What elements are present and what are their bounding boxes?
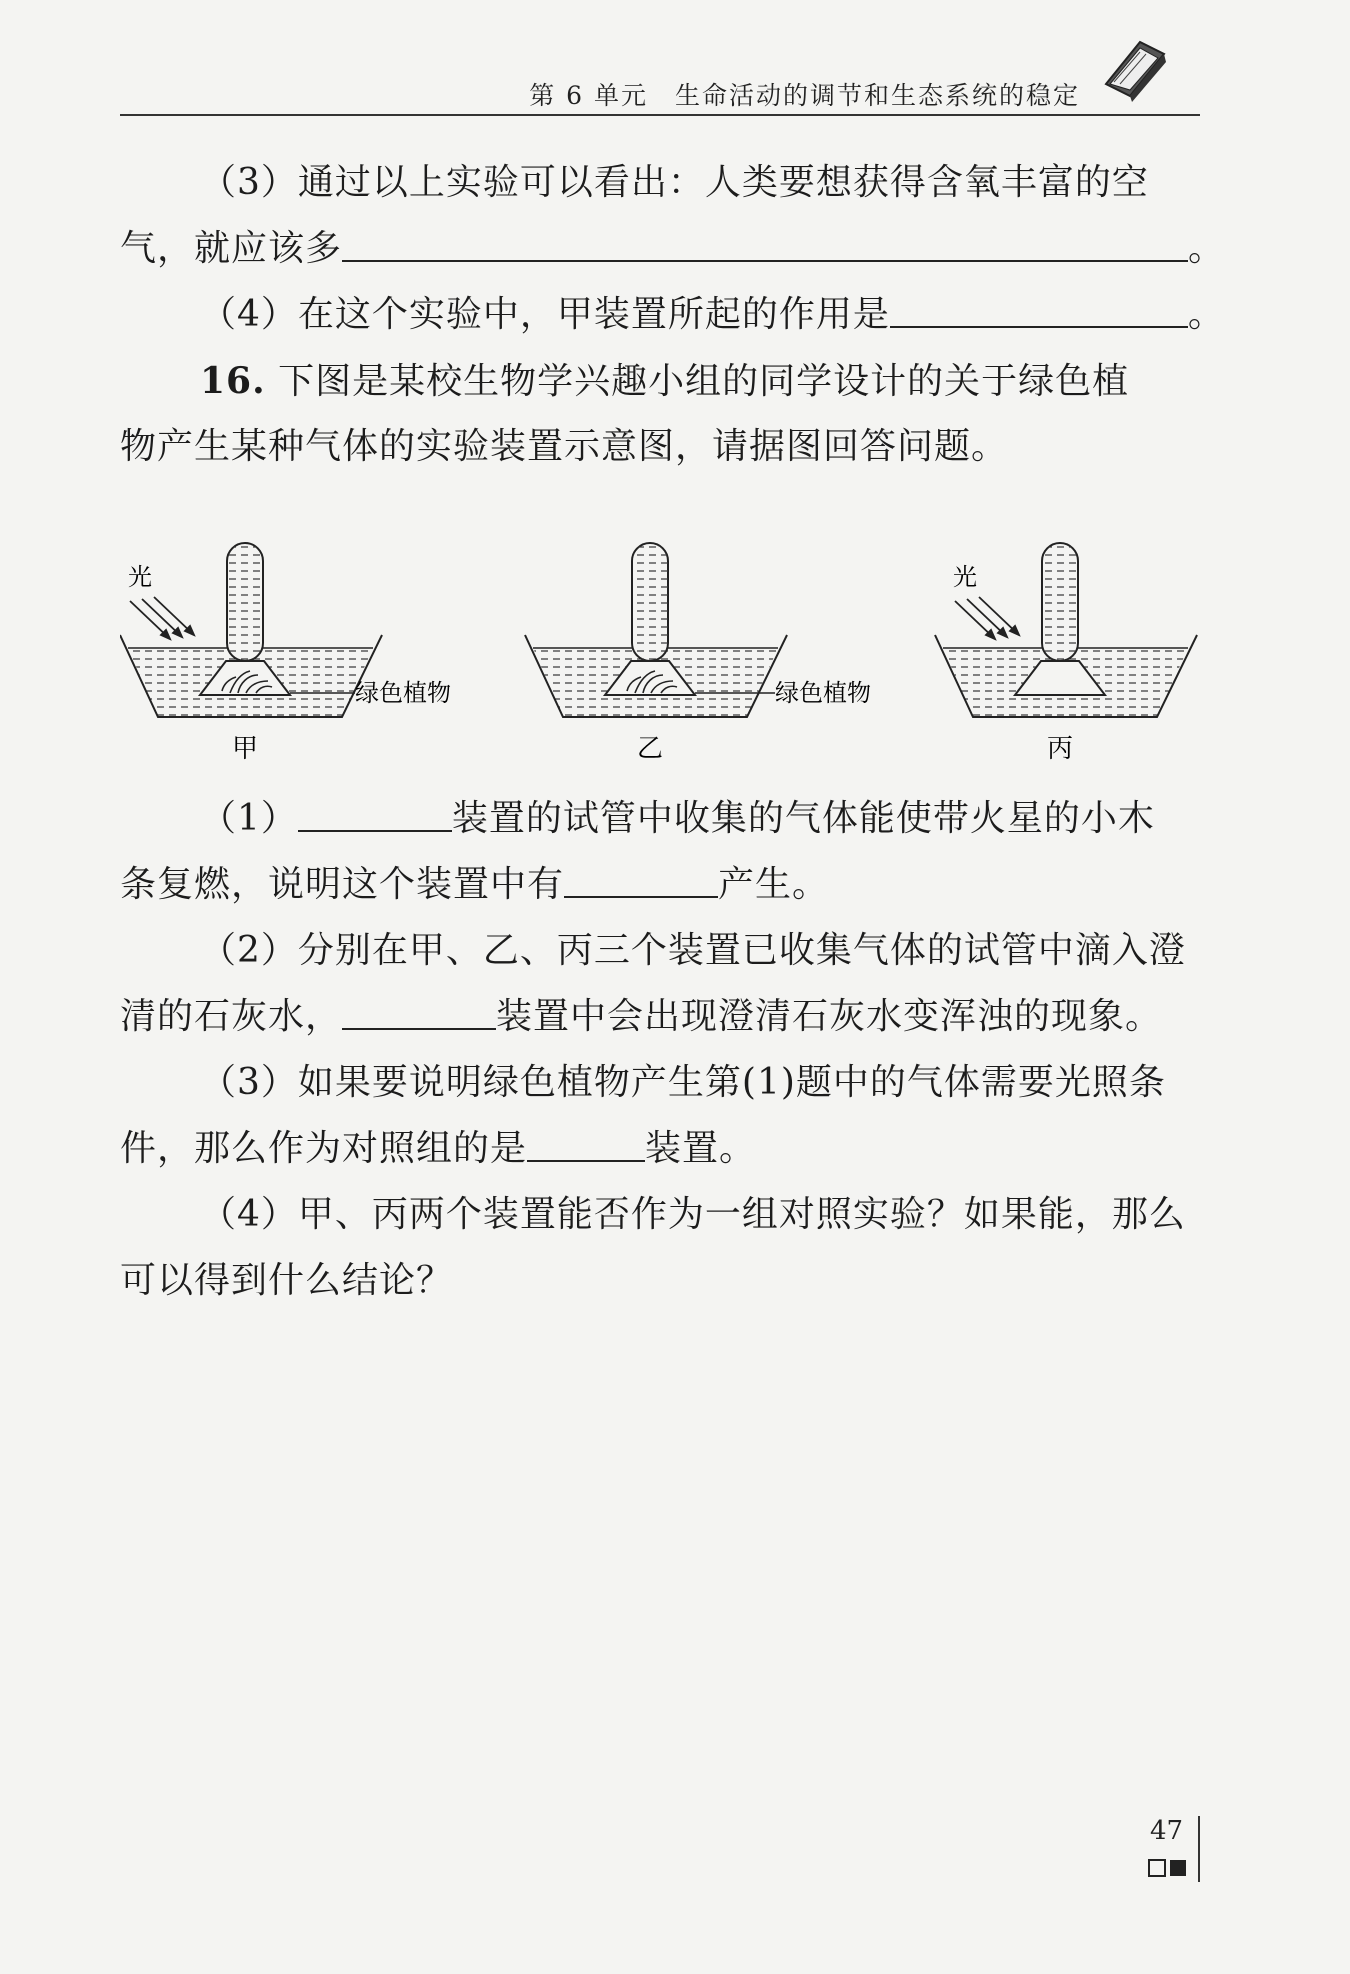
q15-part4-line <box>120 282 1225 348</box>
answer-blank[interactable] <box>342 228 1188 262</box>
page-header <box>120 70 1200 116</box>
plant-label: 绿色植物 <box>355 679 451 707</box>
q16-intro-line1 <box>120 348 1202 414</box>
light-label: 光 <box>128 563 152 591</box>
q16-sub3-suffix: 装置。 <box>645 1128 757 1169</box>
q16-sub1-line2 <box>120 852 1202 918</box>
q16-sub2-line2 <box>120 984 1202 1050</box>
q15-part3-prefix: 气，就应该多 <box>120 228 343 269</box>
book-icon <box>1100 32 1172 104</box>
answer-blank[interactable] <box>298 798 452 832</box>
apparatus-name: 丙 <box>1047 734 1074 764</box>
answer-blank[interactable] <box>527 1128 645 1162</box>
q16-sub4-line1: （4）甲、丙两个装置能否作为一组对照实验？如果能，那么 <box>200 1194 1186 1235</box>
q16-sub3-prefix: 件，那么作为对照组的是 <box>120 1128 528 1169</box>
q16-intro-line2: 物产生某种气体的实验装置示意图，请据图回答问题。 <box>120 426 1009 467</box>
unit-title: 第 6 单元 生命活动的调节和生态系统的稳定 <box>529 81 1080 110</box>
plant-label: 绿色植物 <box>775 679 871 707</box>
q15-part3-line2 <box>120 216 1226 282</box>
q16-sub1-line1 <box>120 786 1202 852</box>
page-marker-icon <box>1148 1858 1192 1878</box>
q16-sub2-suffix: 装置中会出现澄清石灰水变浑浊的现象。 <box>496 996 1163 1037</box>
apparatus-name: 乙 <box>637 734 664 764</box>
apparatus-bing <box>935 543 1197 764</box>
footer-divider <box>1198 1816 1200 1882</box>
apparatus-name: 甲 <box>232 734 259 764</box>
q16-sub1-text: 装置的试管中收集的气体能使带火星的小木 <box>451 798 1155 839</box>
q16-intro-text: 下图是某校生物学兴趣小组的同学设计的关于绿色植 <box>278 361 1130 402</box>
q16-sub3-line2 <box>120 1116 1202 1182</box>
q15-part3-suffix: 。 <box>1188 228 1226 269</box>
answer-blank[interactable] <box>564 864 718 898</box>
apparatus-jia <box>120 543 451 764</box>
q15-part3-line1: （3）通过以上实验可以看出：人类要想获得含氧丰富的空 <box>200 162 1149 203</box>
q16-sub1-text2: 条复燃，说明这个装置中有 <box>120 864 565 905</box>
light-arrows <box>955 597 1019 639</box>
q16-sub2-line1: （2）分别在甲、乙、丙三个装置已收集气体的试管中滴入澄 <box>200 930 1186 971</box>
page-number: 47 <box>1150 1816 1184 1846</box>
light-arrows <box>130 597 194 639</box>
answer-blank[interactable] <box>890 294 1188 328</box>
q15-part4-suffix: 。 <box>1187 294 1225 335</box>
question-number: 16. <box>200 360 266 402</box>
q15-part4-prefix: （4）在这个实验中，甲装置所起的作用是 <box>200 294 890 335</box>
q16-sub4-line2: 可以得到什么结论？ <box>120 1260 454 1301</box>
question-15-continued <box>120 150 1226 480</box>
light-label: 光 <box>953 563 977 591</box>
apparatus-yi <box>525 543 871 764</box>
q16-sub2-prefix: 清的石灰水， <box>120 996 343 1037</box>
question-16-subquestions <box>120 786 1202 1314</box>
q16-sub1-suffix: 产生。 <box>718 864 830 905</box>
experiment-figure <box>120 535 1200 775</box>
q16-sub3-line1: （3）如果要说明绿色植物产生第(1)题中的气体需要光照条 <box>200 1062 1166 1103</box>
q16-sub1-prefix: （1） <box>200 798 298 839</box>
answer-blank[interactable] <box>342 996 496 1030</box>
